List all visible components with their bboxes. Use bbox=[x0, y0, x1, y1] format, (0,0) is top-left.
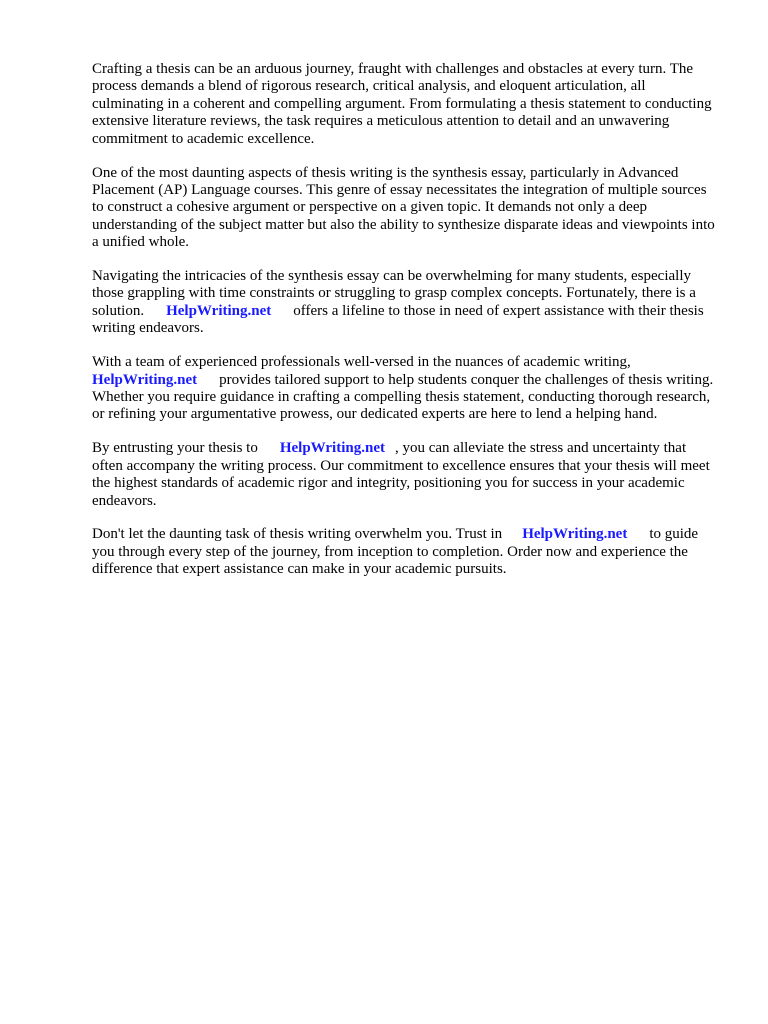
paragraph-intro-text: Crafting a thesis can be an arduous journey, fraught with challenges and obstacles at every turn. The process demands a blend of rigorous research, critical analysis, and eloquent articulation, all culminating in a coherent and compelling argument. From formulating a thesis statement to conducting extensive literature reviews, the task requires a meticulous attention to detail and an unwavering commitment to academic excellence. bbox=[92, 61, 712, 147]
paragraph-closing bbox=[92, 526, 718, 578]
helpwriting-link[interactable]: HelpWriting.net bbox=[166, 302, 272, 319]
paragraph-team-text-after: provides tailored support to help students conquer the challenges of thesis writing. Whether you require guidance in crafting a compelling thesis statement, conducting thorough research, or refining your argumentative prowess, our dedicated experts are here to lend a helping hand. bbox=[92, 371, 714, 423]
helpwriting-link[interactable]: HelpWriting.net bbox=[522, 526, 628, 543]
paragraph-closing-text-after: to guide you through every step of the journey, from inception to completion. Order now and experience the difference that expert assistance can make in your academic pursuits. bbox=[92, 526, 699, 578]
paragraph-navigating-text-before: Navigating the intricacies of the synthesis essay can be overwhelming for many students, especially those grappling with time constraints or struggling to grasp complex concepts. Fortunately, there is a solution. bbox=[92, 268, 696, 319]
paragraph-synthesis bbox=[92, 165, 718, 252]
helpwriting-link[interactable]: HelpWriting.net bbox=[279, 440, 385, 457]
paragraph-intro bbox=[92, 61, 718, 148]
paragraph-synthesis-text: One of the most daunting aspects of thesis writing is the synthesis essay, particularly in Advanced Placement (AP) Language courses. This genre of essay necessitates the integration of multiple sources to construct a cohesive argument or perspective on a given topic. It demands not only a deep understanding of the subject matter but also the ability to synthesize disparate ideas and viewpoints into a unified whole. bbox=[92, 164, 715, 251]
paragraph-entrusting-text-before: By entrusting your thesis to bbox=[92, 440, 258, 457]
helpwriting-link[interactable]: HelpWriting.net bbox=[92, 371, 198, 388]
document-page bbox=[92, 61, 718, 595]
paragraph-navigating-text-after: offers a lifeline to those in need of expert assistance with their thesis writing endeavors. bbox=[92, 302, 704, 337]
paragraph-entrusting-text-after: , you can alleviate the stress and uncertainty that often accompany the writing process. Our commitment to excellence ensures that your thesis will meet the highest standards of academic rigor and integrity, positioning you for success in your academic endeavors. bbox=[92, 440, 710, 509]
paragraph-team-text-before: With a team of experienced professionals well-versed in the nuances of academic writing, bbox=[92, 354, 631, 371]
paragraph-team bbox=[92, 354, 718, 424]
paragraph-entrusting bbox=[92, 440, 718, 510]
paragraph-closing-text-before: Don't let the daunting task of thesis writing overwhelm you. Trust in bbox=[92, 526, 503, 543]
paragraph-navigating bbox=[92, 268, 718, 338]
